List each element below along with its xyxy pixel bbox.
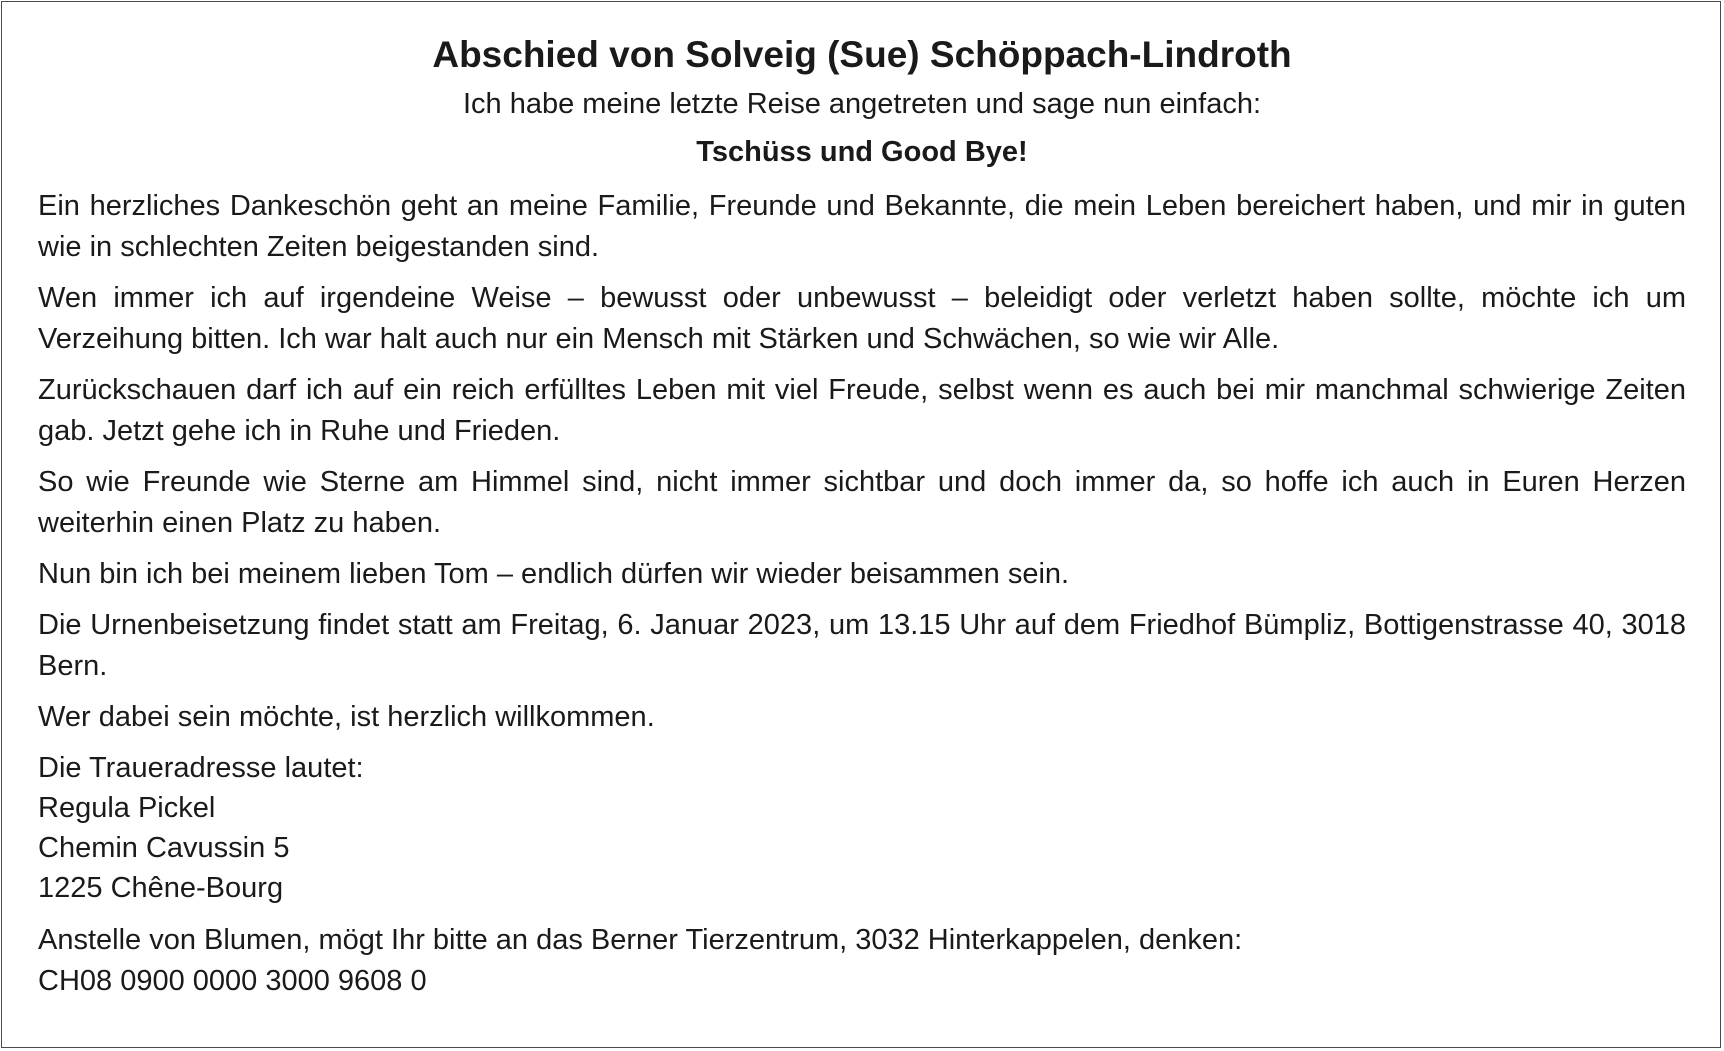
address-name: Regula Pickel <box>38 792 216 824</box>
address-street: Chemin Cavussin 5 <box>38 832 290 864</box>
paragraph-fulfilled-life: Zurückschauen darf ich auf ein reich erfülltes Leben mit viel Freude, selbst wenn es auch bei mir manchmal schwierige Zeiten gab. Jetzt gehe ich in Ruhe und Frieden. <box>38 374 1686 447</box>
paragraph-tom: Nun bin ich bei meinem lieben Tom – endlich dürfen wir wieder beisammen sein. <box>38 558 1070 590</box>
paragraph-welcome: Wer dabei sein möchte, ist herzlich willkommen. <box>38 701 655 733</box>
notice-title: Abschied von Solveig (Sue) Schöppach-Lindroth <box>432 34 1292 75</box>
donation-iban: CH08 0900 0000 3000 9608 0 <box>38 965 427 997</box>
paragraph-friends-stars: So wie Freunde wie Sterne am Himmel sind, nicht immer sichtbar und doch immer da, so hoffe ich auch in Euren Herzen weiterhin einen Platz zu haben. <box>38 466 1686 539</box>
paragraph-thanks: Ein herzliches Dankeschön geht an meine Familie, Freunde und Bekannte, die mein Leben bereichert haben, und mir in guten wie in schlechten Zeiten beigestanden sind. <box>38 190 1686 263</box>
address-heading: Die Traueradresse lautet: <box>38 752 364 784</box>
donation-note <box>38 920 1686 1002</box>
notice-subtitle: Ich habe meine letzte Reise angetreten und sage nun einfach: <box>462 88 1262 120</box>
donation-text: Anstelle von Blumen, mögt Ihr bitte an das Berner Tierzentrum, 3032 Hinterkappelen, denken: <box>38 924 1243 956</box>
paragraph-burial: Die Urnenbeisetzung findet statt am Freitag, 6. Januar 2023, um 13.15 Uhr auf dem Friedhof Bümpliz, Bottigenstrasse 40, 3018 Bern. <box>38 609 1686 682</box>
mourning-address <box>38 748 1686 908</box>
paragraph-forgiveness: Wen immer ich auf irgendeine Weise – bewusst oder unbewusst – beleidigt oder verletzt haben sollte, möchte ich um Verzeihung bitten. Ich war halt auch nur ein Mensch mit Stärken und Schwächen, so wie wir Alle. <box>38 282 1686 355</box>
address-city: 1225 Chêne-Bourg <box>38 872 284 904</box>
obituary-notice <box>38 30 1686 1002</box>
farewell-line: Tschüss und Good Bye! <box>696 136 1028 168</box>
